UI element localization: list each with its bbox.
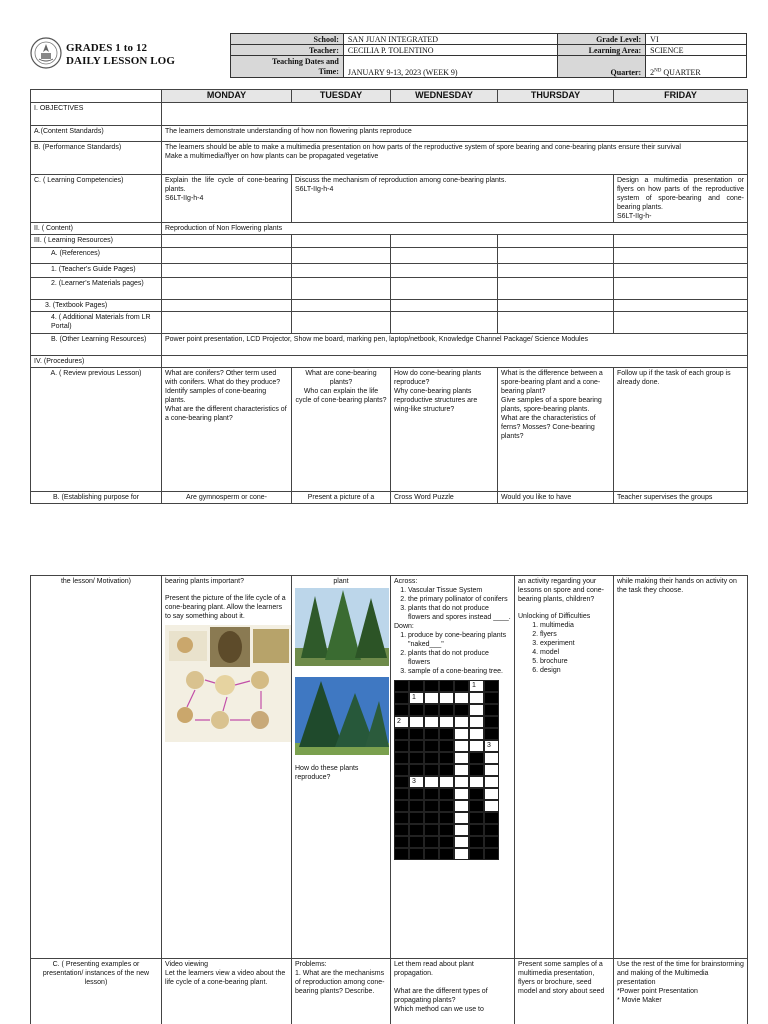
motivation-thursday — [515, 576, 614, 959]
am-wed — [391, 312, 498, 334]
cw-cell-black — [439, 764, 454, 776]
cw-cell[interactable] — [439, 716, 454, 728]
cw-cell-black — [439, 824, 454, 836]
resources-thu — [498, 235, 614, 248]
purpose-friday: Teacher supervises the groups — [614, 492, 748, 504]
school-label: School: — [231, 34, 344, 45]
lesson-log-table-page-2 — [30, 575, 748, 1024]
cw-cell-black — [409, 836, 424, 848]
cw-cell-black — [439, 788, 454, 800]
cw-cell-black — [409, 752, 424, 764]
cw-cell-black — [424, 764, 439, 776]
lm-fri — [614, 278, 748, 300]
cw-cell-black — [469, 800, 484, 812]
conifer-life-cycle-diagram — [165, 625, 292, 742]
resources-wed — [391, 235, 498, 248]
review-thursday: What is the difference between a spore-bearing plant and a cone-bearing plant? Give samples of a spore bearing plants, spore-bearing plants. What are the characteristics of ferns? Mosses? Cone-bearing plants? — [498, 368, 614, 492]
cw-cell-black — [439, 848, 454, 860]
teaching-dates-label — [231, 56, 344, 78]
cw-cell-numbered[interactable]: 1 — [469, 680, 484, 692]
purpose-label-continued: the lesson/ Motivation) — [31, 576, 162, 959]
textbook-pages-label: 3. (Textbook Pages) — [31, 300, 162, 312]
cw-cell[interactable] — [424, 716, 439, 728]
dates-label-line1: Teaching Dates and — [272, 56, 339, 66]
motivation-wednesday-crossword — [391, 576, 515, 959]
crossword-grid — [394, 680, 511, 860]
down-heading: Down: — [394, 623, 414, 630]
difficulty-item: 4. model — [540, 648, 610, 657]
difficulty-item: 2. flyers — [540, 630, 610, 639]
cw-cell-numbered[interactable]: 3 — [484, 740, 499, 752]
other-resources-label: B. (Other Learning Resources) — [31, 334, 162, 356]
cw-cell-black — [409, 824, 424, 836]
competency-tue-thu-text: Discuss the mechanism of reproduction among cone-bearing plants. — [295, 177, 507, 184]
tb-tue — [292, 300, 391, 312]
cw-cell[interactable] — [469, 716, 484, 728]
lesson-log-table-page-1 — [30, 89, 748, 504]
deped-seal-logo — [30, 37, 62, 69]
conifer-trees-photo-2 — [295, 677, 389, 755]
cw-cell-black — [394, 752, 409, 764]
cw-cell-black — [424, 800, 439, 812]
cw-cell-black — [454, 680, 469, 692]
quarter-suffix: ND — [654, 68, 662, 74]
cw-cell[interactable] — [454, 692, 469, 704]
motivation-tuesday-question: How do these plants reproduce? — [295, 765, 359, 781]
cw-cell-black — [484, 728, 499, 740]
competency-friday-text: Design a multimedia presentation or flyers on how parts of the reproductive system of spore-bearing and cone-bearing plants. — [617, 177, 744, 211]
motivation-monday-line2: Present the picture of the life cycle of a cone-bearing plant. Allow the learners to say something about it. — [165, 595, 286, 620]
day-friday: FRIDAY — [614, 90, 748, 103]
cw-cell[interactable] — [439, 776, 454, 788]
cw-cell-black — [469, 836, 484, 848]
cw-cell-black — [394, 788, 409, 800]
day-wednesday: WEDNESDAY — [391, 90, 498, 103]
cw-cell-black — [409, 848, 424, 860]
unlocking-difficulties-heading: Unlocking of Difficulties — [518, 613, 591, 620]
presenting-thursday: Present some samples of a multimedia presentation, flyers or brochure, seed model and story about seed — [515, 959, 614, 1024]
difficulty-item: 1. multimedia — [540, 621, 610, 630]
cw-cell[interactable] — [469, 704, 484, 716]
cw-cell-black — [469, 812, 484, 824]
cw-cell[interactable] — [484, 776, 499, 788]
teaching-dates-value: JANUARY 9-13, 2023 (WEEK 9) — [343, 56, 557, 78]
learning-area-label: Learning Area: — [558, 45, 646, 56]
title-line-2: DAILY LESSON LOG — [66, 55, 175, 67]
other-resources-text: Power point presentation, LCD Projector, Show me board, marking pen, laptop/netbook, Knowledge Channel Package/ Science Modules — [162, 334, 748, 356]
review-wednesday: How do cone-bearing plants reproduce? Why cone-bearing plants reproductive structures are wing-like structure? — [391, 368, 498, 492]
cw-cell-black — [424, 812, 439, 824]
teacher-label: Teacher: — [231, 45, 344, 56]
am-fri — [614, 312, 748, 334]
presenting-examples-label: C. ( Presenting examples or presentation/ instances of the new lesson) — [31, 959, 162, 1024]
content-standards-label: A.(Content Standards) — [31, 126, 162, 142]
cw-cell-black — [409, 680, 424, 692]
cw-cell[interactable] — [469, 776, 484, 788]
tg-wed — [391, 264, 498, 278]
cw-cell-black — [394, 680, 409, 692]
cw-cell[interactable] — [454, 824, 469, 836]
objectives-heading: I. OBJECTIVES — [31, 103, 162, 126]
competency-monday — [162, 175, 292, 223]
cw-cell-black — [469, 848, 484, 860]
cw-cell-black — [424, 740, 439, 752]
resources-mon — [162, 235, 292, 248]
cw-cell-black — [424, 788, 439, 800]
motivation-monday — [162, 576, 292, 959]
difficulty-item: 5. brochure — [540, 657, 610, 666]
cw-cell-black — [469, 788, 484, 800]
learners-materials-label: 2. (Learner's Materials pages) — [31, 278, 162, 300]
review-monday: What are conifers? Other term used with conifers. What do they produce? Identify samples of cone-bearing plants. What are the different characteristics of a cone-bearing plant? — [162, 368, 292, 492]
cw-cell[interactable] — [469, 728, 484, 740]
grade-level-value: VI — [646, 34, 747, 45]
teacher-value: CECILIA P. TOLENTINO — [343, 45, 557, 56]
lm-mon — [162, 278, 292, 300]
motivation-thursday-text: an activity regarding your lessons on spore and cone-bearing plants, children? — [518, 578, 604, 603]
across-heading: Across: — [394, 578, 418, 585]
cw-cell-black — [424, 824, 439, 836]
motivation-monday-line1: bearing plants important? — [165, 578, 244, 585]
tb-wed — [391, 300, 498, 312]
cw-cell-black — [484, 680, 499, 692]
motivation-friday: while making their hands on activity on the task they choose. — [614, 576, 748, 959]
cw-cell-black — [469, 764, 484, 776]
cw-cell-black — [394, 812, 409, 824]
purpose-wednesday: Cross Word Puzzle — [391, 492, 498, 504]
competency-monday-text: Explain the life cycle of cone-bearing plants. — [165, 177, 288, 193]
cw-cell-black — [439, 740, 454, 752]
cw-cell[interactable] — [484, 800, 499, 812]
learning-area-value: SCIENCE — [646, 45, 747, 56]
cw-cell[interactable] — [469, 740, 484, 752]
cw-cell-black — [394, 800, 409, 812]
cw-cell-black — [394, 836, 409, 848]
tg-thu — [498, 264, 614, 278]
grade-level-label: Grade Level: — [558, 34, 646, 45]
cw-cell-black — [424, 728, 439, 740]
presenting-monday: Video viewing Let the learners view a video about the life cycle of a cone-bearing plant. — [162, 959, 292, 1024]
resources-tue — [292, 235, 391, 248]
cw-cell-black — [394, 848, 409, 860]
cw-cell[interactable] — [454, 740, 469, 752]
tb-thu — [498, 300, 614, 312]
am-mon — [162, 312, 292, 334]
references-label: A. (References) — [31, 248, 162, 264]
competency-tue-thu-code: S6LT-IIg-h-4 — [295, 186, 334, 193]
lm-wed — [391, 278, 498, 300]
cw-cell[interactable] — [454, 800, 469, 812]
quarter-text: QUARTER — [661, 68, 701, 77]
cw-cell-black — [394, 776, 409, 788]
across-clue-1: 1. Vascular Tissue System — [408, 586, 511, 595]
tg-tue — [292, 264, 391, 278]
cw-cell-black — [394, 764, 409, 776]
cw-cell-black — [439, 728, 454, 740]
cw-cell-black — [484, 692, 499, 704]
cw-cell[interactable] — [454, 728, 469, 740]
cw-cell[interactable] — [484, 788, 499, 800]
content-text: Reproduction of Non Flowering plants — [162, 223, 748, 235]
across-clues — [394, 586, 511, 622]
content-standards-text: The learners demonstrate understanding of how non flowering plants reproduce — [162, 126, 748, 142]
quarter-label: Quarter: — [558, 56, 646, 78]
cw-cell-black — [424, 836, 439, 848]
cw-cell[interactable] — [454, 776, 469, 788]
cw-cell[interactable] — [454, 848, 469, 860]
competency-tue-thu — [292, 175, 614, 223]
cw-cell-black — [394, 824, 409, 836]
cw-cell[interactable] — [484, 752, 499, 764]
down-clue-1: 1. produce by cone-bearing plants "naked___" — [408, 631, 511, 649]
day-monday: MONDAY — [162, 90, 292, 103]
cw-cell-numbered[interactable]: 1 — [409, 692, 424, 704]
cw-cell-black — [469, 824, 484, 836]
cw-cell-black — [409, 728, 424, 740]
competency-friday — [614, 175, 748, 223]
motivation-tuesday-line1: plant — [333, 578, 349, 585]
references-fri — [614, 248, 748, 264]
cw-cell-black — [409, 704, 424, 716]
cw-cell[interactable] — [454, 788, 469, 800]
purpose-monday: Are gymnosperm or cone- — [162, 492, 292, 504]
down-clue-3: 3. sample of a cone-bearing tree. — [408, 667, 511, 676]
cw-cell-black — [394, 704, 409, 716]
cw-cell-black — [424, 848, 439, 860]
cw-cell-black — [394, 728, 409, 740]
cw-cell[interactable] — [469, 692, 484, 704]
cw-cell-black — [484, 836, 499, 848]
teachers-guide-label: 1. (Teacher's Guide Pages) — [31, 264, 162, 278]
school-value: SAN JUAN INTEGRATED — [343, 34, 557, 45]
lm-tue — [292, 278, 391, 300]
quarter-number: 2 — [650, 68, 655, 77]
tg-mon — [162, 264, 292, 278]
review-label: A. ( Review previous Lesson) — [31, 368, 162, 492]
resources-fri — [614, 235, 748, 248]
cw-cell-numbered[interactable]: 2 — [394, 716, 409, 728]
purpose-label: B. (Establishing purpose for — [31, 492, 162, 504]
document-title — [66, 42, 175, 68]
cw-cell-black — [469, 752, 484, 764]
performance-standard-1: The learners should be able to make a multimedia presentation on how parts of the reproductive system of spore bearing and cone-bearing plants ensure their survival — [165, 144, 681, 151]
cw-cell-black — [409, 740, 424, 752]
tb-mon — [162, 300, 292, 312]
difficulty-item: 3. experiment — [540, 639, 610, 648]
cw-cell-black — [454, 704, 469, 716]
dates-label-line2: Time: — [318, 66, 339, 76]
across-clue-3: 3. plants that do not produce flowers and spores instead ____. — [408, 604, 511, 622]
cw-cell-black — [409, 800, 424, 812]
cw-cell-black — [424, 680, 439, 692]
cw-cell-black — [484, 824, 499, 836]
cw-cell[interactable] — [454, 812, 469, 824]
day-tuesday: TUESDAY — [292, 90, 391, 103]
corner-cell — [31, 90, 162, 103]
cw-cell-black — [394, 692, 409, 704]
cw-cell[interactable] — [454, 764, 469, 776]
cw-cell[interactable] — [454, 716, 469, 728]
difficulties-list — [518, 621, 610, 675]
cw-cell[interactable] — [454, 836, 469, 848]
tb-fri — [614, 300, 748, 312]
cw-cell[interactable] — [424, 776, 439, 788]
cw-cell-black — [484, 716, 499, 728]
cw-cell[interactable] — [484, 764, 499, 776]
objectives-blank — [162, 103, 748, 126]
difficulty-item: 6. design — [540, 666, 610, 675]
tg-fri — [614, 264, 748, 278]
learning-resources-label: III. ( Learning Resources) — [31, 235, 162, 248]
competencies-label: C. ( Learning Competencies) — [31, 175, 162, 223]
review-tuesday: What are cone-bearing plants? Who can explain the life cycle of cone-bearing plants? — [292, 368, 391, 492]
across-clue-2: 2. the primary pollinator of conifers — [408, 595, 511, 604]
references-tue — [292, 248, 391, 264]
conifer-trees-photo-1 — [295, 588, 389, 666]
procedures-heading: IV. (Procedures) — [31, 356, 162, 368]
cw-cell-black — [439, 836, 454, 848]
cw-cell-black — [409, 788, 424, 800]
cw-cell-black — [484, 812, 499, 824]
cw-cell-black — [439, 752, 454, 764]
cw-cell-black — [484, 704, 499, 716]
procedures-blank — [162, 356, 748, 368]
down-clue-2: 2. plants that do not produce flowers — [408, 649, 511, 667]
references-thu — [498, 248, 614, 264]
cw-cell-black — [409, 812, 424, 824]
cw-cell-black — [424, 752, 439, 764]
competency-friday-code: S6LT-IIg-h- — [617, 213, 652, 220]
purpose-tuesday: Present a picture of a — [292, 492, 391, 504]
cw-cell-black — [394, 740, 409, 752]
cw-cell[interactable] — [409, 716, 424, 728]
am-thu — [498, 312, 614, 334]
performance-standard-2: Make a multimedia/flyer on how plants can be propagated vegetative — [165, 153, 379, 160]
am-tue — [292, 312, 391, 334]
cw-cell-numbered[interactable]: 3 — [409, 776, 424, 788]
lm-thu — [498, 278, 614, 300]
cw-cell[interactable] — [454, 752, 469, 764]
performance-standards-text — [162, 142, 748, 175]
quarter-value — [646, 56, 747, 78]
cw-cell-black — [409, 764, 424, 776]
presenting-wednesday: Let them read about plant propagation. What are the different types of propagating plants? Which method can we use to — [391, 959, 515, 1024]
cw-cell-black — [439, 680, 454, 692]
competency-monday-code: S6LT-IIg-h-4 — [165, 195, 204, 202]
performance-standards-label: B. (Performance Standards) — [31, 142, 162, 175]
review-friday: Follow up if the task of each group is already done. — [614, 368, 748, 492]
cw-cell-black — [439, 812, 454, 824]
references-mon — [162, 248, 292, 264]
cw-cell[interactable] — [424, 692, 439, 704]
references-wed — [391, 248, 498, 264]
additional-materials-label: 4. ( Additional Materials from LR Portal) — [31, 312, 162, 334]
cw-cell-black — [424, 704, 439, 716]
purpose-thursday: Would you like to have — [498, 492, 614, 504]
cw-cell-black — [484, 848, 499, 860]
header-info-table — [230, 33, 747, 78]
title-line-1: GRADES 1 to 12 — [66, 42, 148, 54]
day-thursday: THURSDAY — [498, 90, 614, 103]
cw-cell-black — [439, 704, 454, 716]
content-label: II. ( Content) — [31, 223, 162, 235]
presenting-tuesday: Problems: 1. What are the mechanisms of reproduction among cone-bearing plants? Describe. — [292, 959, 391, 1024]
down-clues — [394, 631, 511, 676]
cw-cell[interactable] — [439, 692, 454, 704]
cw-cell-black — [439, 800, 454, 812]
motivation-tuesday — [292, 576, 391, 959]
presenting-friday: Use the rest of the time for brainstorming and making of the Multimedia presentation *Power point Presentation * Movie Maker — [614, 959, 748, 1024]
